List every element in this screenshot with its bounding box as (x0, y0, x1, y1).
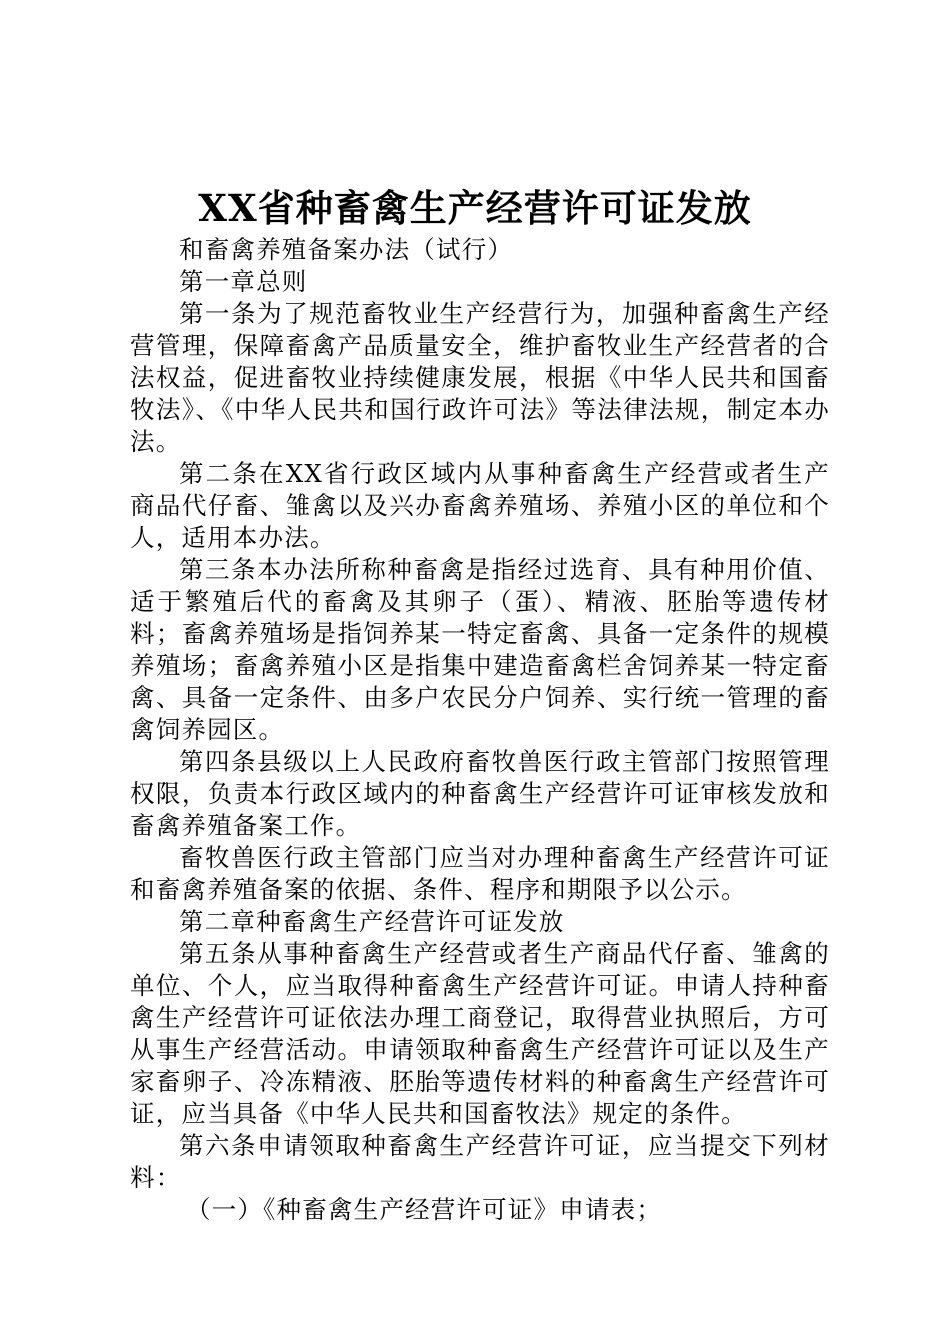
document-title: XX省种畜禽生产经营许可证发放 (198, 186, 752, 230)
article-paragraph: 第三条本办法所称种畜禽是指经过选育、具有种用价值、适于繁殖后代的畜禽及其卵子（蛋）、精液、胚胎等遗传材料；畜禽养殖场是指饲养某一特定畜禽、具备一定条件的规模养殖场；畜禽养殖小区是指集中建造畜禽栏舍饲养某一特定畜禽、具备一定条件、由多户农民分户饲养、实行统一管理的畜禽饲养园区。 (130, 555, 830, 744)
article-paragraph: 第五条从事种畜禽生产经营或者生产商品代仔畜、雏禽的单位、个人，应当取得种畜禽生产经营许可证。申请人持种畜禽生产经营许可证依法办理工商登记，取得营业执照后，方可从事生产经营活动。申请领取种畜禽生产经营许可证以及生产家畜卵子、冷冻精液、胚胎等遗传材料的种畜禽生产经营许可证，应当具备《中华人民共和国畜牧法》规定的条件。 (130, 939, 830, 1128)
article-paragraph: 第二条在XX省行政区域内从事种畜禽生产经营或者生产商品代仔畜、雏禽以及兴办畜禽养殖场、养殖小区的单位和个人，适用本办法。 (130, 459, 830, 552)
chapter-heading: 第一章总则 (179, 267, 308, 296)
list-item: （一）《种畜禽生产经营许可证》申请表； (186, 1195, 663, 1224)
article-paragraph: 第一条为了规范畜牧业生产经营行为，加强种畜禽生产经营管理，保障畜禽产品质量安全，维护畜牧业生产经营者的合法权益，促进畜牧业持续健康发展，根据《中华人民共和国畜牧法》、《中华人民共和国行政许可法》等法律法规，制定本办法。 (130, 299, 830, 456)
article-paragraph: 第四条县级以上人民政府畜牧兽医行政主管部门按照管理权限，负责本行政区域内的种畜禽生产经营许可证审核发放和畜禽养殖备案工作。 (130, 747, 830, 840)
subtitle-line: 和畜禽养殖备案办法（试行） (179, 235, 514, 264)
chapter-heading: 第二章种畜禽生产经营许可证发放 (179, 907, 565, 936)
article-paragraph: 畜牧兽医行政主管部门应当对办理种畜禽生产经营许可证和畜禽养殖备案的依据、条件、程序和期限予以公示。 (130, 843, 830, 904)
article-paragraph: 第六条申请领取种畜禽生产经营许可证，应当提交下列材料： (130, 1131, 830, 1192)
document-body (130, 234, 830, 1226)
